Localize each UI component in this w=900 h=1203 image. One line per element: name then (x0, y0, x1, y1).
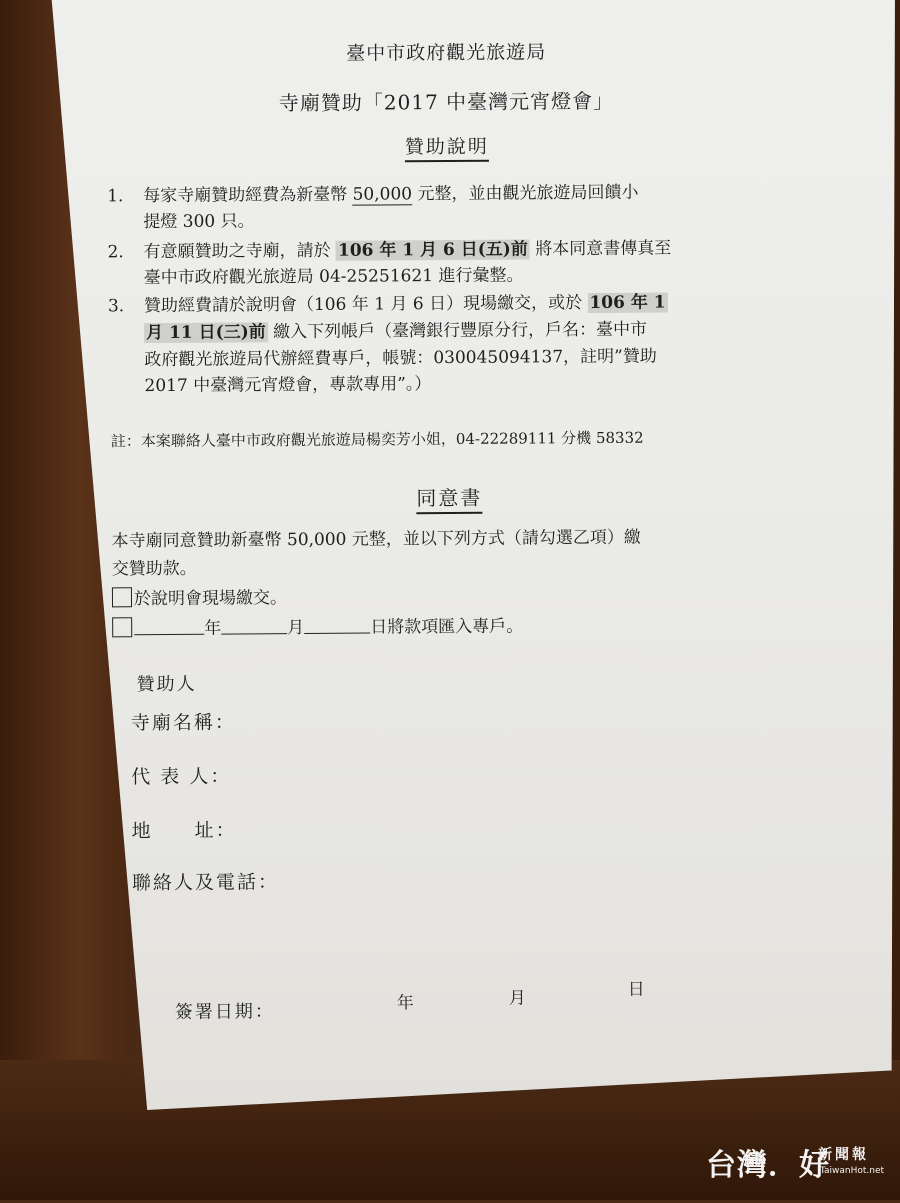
deadline-highlight: 106 年 1 月 6 日(五)前 (337, 239, 528, 261)
year-label: 年 (204, 618, 222, 639)
address-field[interactable]: 地 址： (131, 819, 237, 843)
item-line (144, 290, 668, 318)
item-text: 將本同意書傳真至 (535, 238, 672, 260)
signing-year[interactable]: 年 (396, 993, 414, 1014)
deadline-highlight: 106 年 1 (589, 292, 666, 314)
temple-name-field[interactable]: 寺廟名稱： (130, 711, 236, 735)
signing-month[interactable]: 月 (508, 988, 526, 1009)
list-item (107, 236, 767, 293)
representative-field[interactable]: 代 表 人： (131, 765, 232, 789)
sponsor-heading: 贊助人 (136, 673, 197, 696)
contact-note: 註：本案聯絡人臺中市政府觀光旅遊局楊奕芳小姐，04-22289111 分機 58332 (110, 428, 644, 451)
item-number: 3. (107, 296, 125, 317)
contact-phone-field[interactable]: 聯絡人及電話： (131, 871, 280, 895)
item-text: 每家寺廟贊助經費為新臺幣 (143, 184, 348, 207)
section-title-text: 贊助說明 (405, 136, 489, 163)
day-blank[interactable] (304, 617, 370, 634)
signing-day[interactable]: 日 (627, 979, 645, 1000)
agency-title: 臺中市政府觀光旅遊局 (346, 41, 547, 65)
item-line (143, 181, 638, 208)
item-line: 提燈 300 只。 (143, 211, 255, 233)
item-line (144, 318, 647, 346)
item-line: 2017 中臺灣元宵燈會，專款專用”。） (144, 374, 432, 397)
consent-title (0, 479, 899, 514)
checkbox-transfer[interactable] (112, 617, 132, 637)
section-title (0, 129, 897, 162)
item-number: 1. (107, 186, 124, 207)
consent-title-text: 同意書 (416, 486, 482, 514)
deadline-highlight: 月 11 日(三)前 (146, 322, 266, 344)
signing-date-label: 簽署日期： (174, 1001, 275, 1023)
item-line: 臺中市政府觀光旅遊局 04-25251621 進行彙整。 (143, 265, 524, 289)
consent-text: 交贊助款。 (111, 558, 197, 580)
consent-text: 本寺廟同意贊助新臺幣 50,000 元整，並以下列方式（請勾選乙項）繳 (111, 527, 641, 552)
event-subtitle: 寺廟贊助「2017 中臺灣元宵燈會」 (278, 88, 615, 116)
list-item (107, 180, 767, 237)
news-watermark (706, 1140, 886, 1184)
item-line (143, 236, 671, 264)
list-item (108, 290, 769, 405)
payment-option-transfer (112, 611, 523, 639)
month-label: 月 (287, 618, 305, 639)
item-text: 贊助經費請於說明會（106 年 1 月 6 日）現場繳交，或於 (143, 293, 583, 317)
item-text: 元整，並由觀光旅遊局回饋小 (417, 182, 639, 205)
payment-option-onsite (112, 583, 287, 609)
item-number: 2. (107, 242, 124, 263)
watermark-subtitle: 新聞報 (818, 1147, 869, 1163)
watermark-url: TaiwanHot.net (820, 1166, 885, 1176)
watermark-logo: 台灣．好 (706, 1148, 830, 1183)
checkbox-onsite[interactable] (112, 587, 132, 607)
year-blank[interactable] (134, 618, 204, 635)
month-blank[interactable] (221, 617, 287, 634)
item-text: 繳入下列帳戶（臺灣銀行豐原分行，戶名：臺中市 (273, 319, 648, 343)
item-text: 有意願贊助之寺廟，請於 (143, 240, 331, 263)
item-line: 政府觀光旅遊局代辦經費專戶，帳號：030045094137，註明”贊助 (144, 346, 657, 371)
option-label: 於說明會現場繳交。 (133, 588, 288, 610)
day-label: 日將款項匯入專戶。 (370, 616, 524, 638)
amount-text: 50,000 (352, 184, 413, 205)
